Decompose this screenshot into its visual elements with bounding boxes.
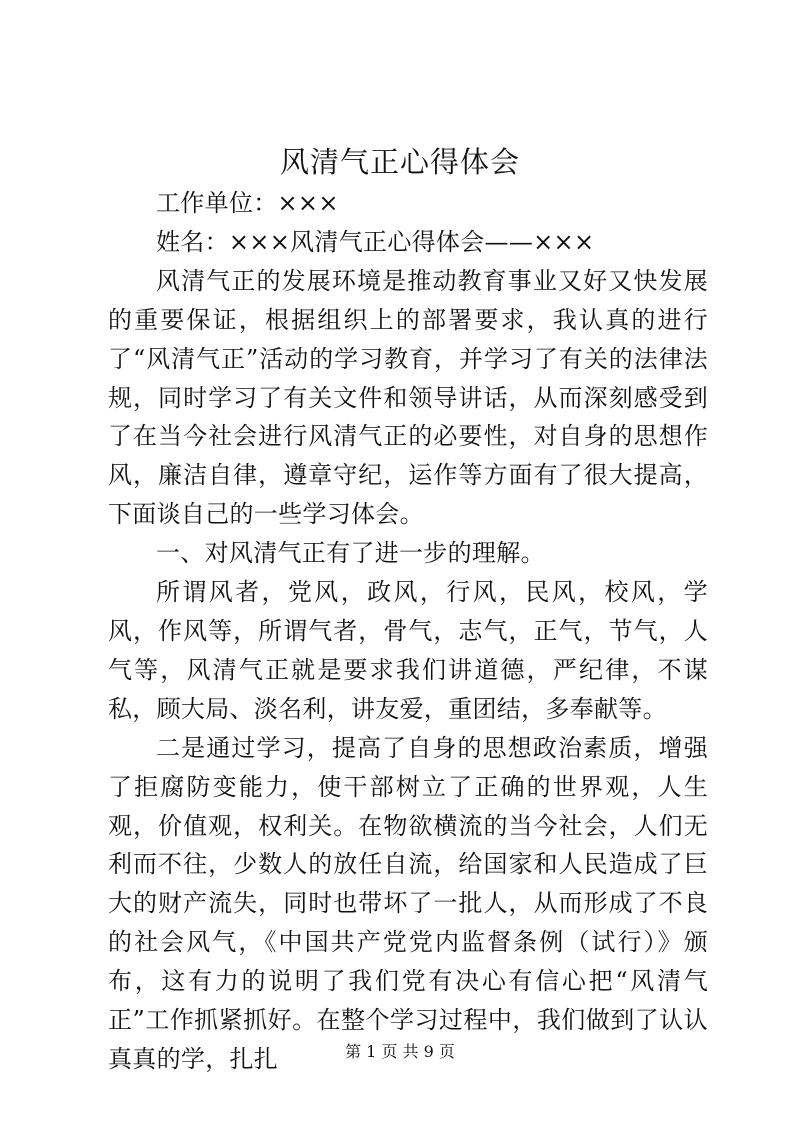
definition-paragraph: 所谓风者，党风，政风，行风，民风，校风，学风，作风等，所谓气者，骨气，志气，正气，节气，人气等，风清气正就是要求我们讲道德，严纪律，不谋私，顾大局、淡名利，讲友爱，重团结，多奉献等。 — [108, 578, 708, 723]
page-footer: 第 1 页 共 9 页 — [345, 1042, 455, 1061]
document-title: 风清气正心得体会 — [279, 145, 520, 179]
work-unit-line: 工作单位：××× — [156, 189, 339, 217]
section-heading-1: 一、对风清气正有了进一步的理解。 — [156, 539, 545, 568]
document-body — [108, 184, 708, 1079]
author-name-line: 姓名：×××风清气正心得体会——××× — [156, 227, 595, 256]
intro-paragraph: 风清气正的发展环境是推动教育事业又好又快发展的重要保证，根据组织上的部署要求，我认真的进行了“风清气正”活动的学习教育，并学习了有关的法律法规，同时学习了有关文件和领导讲话，从而深刻感受到了在当今社会进行风清气正的必要性，对自身的思想作风，廉洁自律，遵章守纪，运作等方面有了很大提高，下面谈自己的一些学习体会。 — [108, 266, 708, 529]
section-2-paragraph: 二是通过学习，提高了自身的思想政治素质，增强了拒腐防变能力，使干部树立了正确的世界观，人生观，价值观，权利关。在物欲横流的当今社会，人们无利而不往，少数人的放任自流，给国家和人民造成了巨大的财产流失，同时也带坏了一批人，从而形成了不良的社会风气，《中国共产党党内监督条例（试行）》颁布，这有力的说明了我们党有决心有信心把“风清气正”工作抓紧抓好。在整个学习过程中，我们做到了认认真真的学，扎扎 — [108, 733, 708, 1073]
